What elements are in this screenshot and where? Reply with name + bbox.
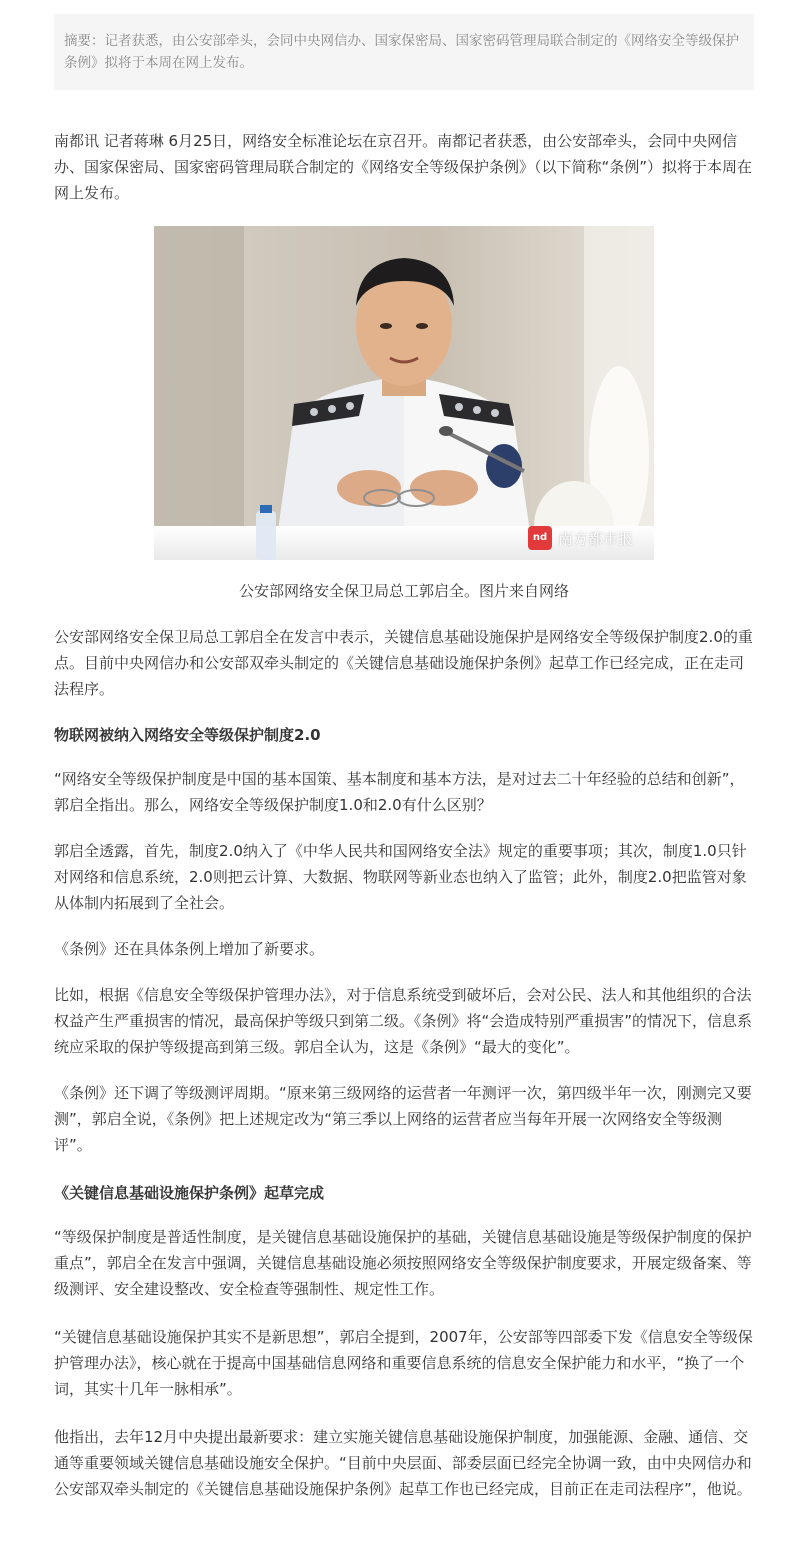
photo-caption: 公安部网络安全保卫局总工郭启全。图片来自网络	[238, 582, 569, 600]
paragraph-3: “网络安全等级保护制度是中国的基本国策、基本制度和基本方法，是对过去二十年经验的总结和创新”，郭启全指出。那么，网络安全等级保护制度1.0和2.0有什么区别？	[54, 770, 745, 814]
photo-watermark	[528, 526, 633, 550]
paragraph-2: 公安部网络安全保卫局总工郭启全在发言中表示，关键信息基础设施保护是网络安全等级保护制度2.0的重点。目前中央网信办和公安部双牵头制定的《关键信息基础设施保护条例》起草工作已经完成，正在走司法程序。	[54, 628, 753, 698]
paragraph-intro: 南都讯 记者蒋琳 6月25日，网络安全标准论坛在京召开。南都记者获悉，由公安部牵头，会同中央网信办、国家保密局、国家密码管理局联合制定的《网络安全等级保护条例》（以下简称“条例”）拟将于本周在网上发布。	[54, 132, 753, 202]
paragraph-10: 他指出，去年12月中央提出最新要求：建立实施关键信息基础设施保护制度，加强能源、金融、通信、交通等重要领域关键信息基础设施安全保护。“目前中央层面、部委层面已经完全协调一致，由中央网信办和公安部双牵头制定的《关键信息基础设施保护条例》起草工作也已经完成，目前正在走司法程序”，他说。	[54, 1428, 752, 1498]
paragraph-4: 郭启全透露，首先，制度2.0纳入了《中华人民共和国网络安全法》规定的重要事项；其次，制度1.0只针对网络和信息系统，2.0则把云计算、大数据、物联网等新业态也纳入了监管；此外，制度2.0把监管对象从体制内拓展到了全社会。	[54, 842, 747, 912]
paragraph-5: 《条例》还在具体条例上增加了新要求。	[54, 940, 325, 958]
section-heading-2: 《关键信息基础设施保护条例》起草完成	[54, 1184, 325, 1202]
watermark-text: 南方都市报	[558, 529, 634, 548]
section-heading-1: 物联网被纳入网络安全等级保护制度2.0	[54, 726, 321, 744]
paragraph-7: 《条例》还下调了等级测评周期。“原来第三级网络的运营者一年测评一次，第四级半年一次，刚测完又要测”，郭启全说，《条例》把上述规定改为“第三季以上网络的运营者应当每年开展一次网络安全等级测评”。	[54, 1084, 752, 1154]
newspaper-logo-icon: nd	[528, 526, 552, 550]
paragraph-8: “等级保护制度是普适性制度，是关键信息基础设施保护的基础，关键信息基础设施是等级保护制度的保护重点”，郭启全在发言中强调，关键信息基础设施必须按照网络安全等级保护制度要求，开展定级备案、等级测评、安全建设整改、安全检查等强制性、规定性工作。	[54, 1228, 752, 1298]
photo-illustration	[154, 226, 654, 560]
article-photo	[154, 226, 654, 560]
summary-text: 摘要：记者获悉，由公安部牵头，会同中央网信办、国家保密局、国家密码管理局联合制定的《网络安全等级保护条例》拟将于本周在网上发布。	[64, 33, 739, 71]
paragraph-9: “关键信息基础设施保护其实不是新思想”，郭启全提到，2007年，公安部等四部委下发《信息安全等级保护管理办法》，核心就在于提高中国基础信息网络和重要信息系统的信息安全保护能力和水平，“换了一个词，其实十几年一脉相承”。	[54, 1328, 753, 1398]
article-summary	[54, 14, 754, 90]
paragraph-6: 比如，根据《信息安全等级保护管理办法》，对于信息系统受到破坏后，会对公民、法人和其他组织的合法权益产生严重损害的情况，最高保护等级只到第二级。《条例》将“会造成特别严重损害”的情况下，信息系统应采取的保护等级提高到第三级。郭启全认为，这是《条例》“最大的变化”。	[54, 986, 753, 1056]
